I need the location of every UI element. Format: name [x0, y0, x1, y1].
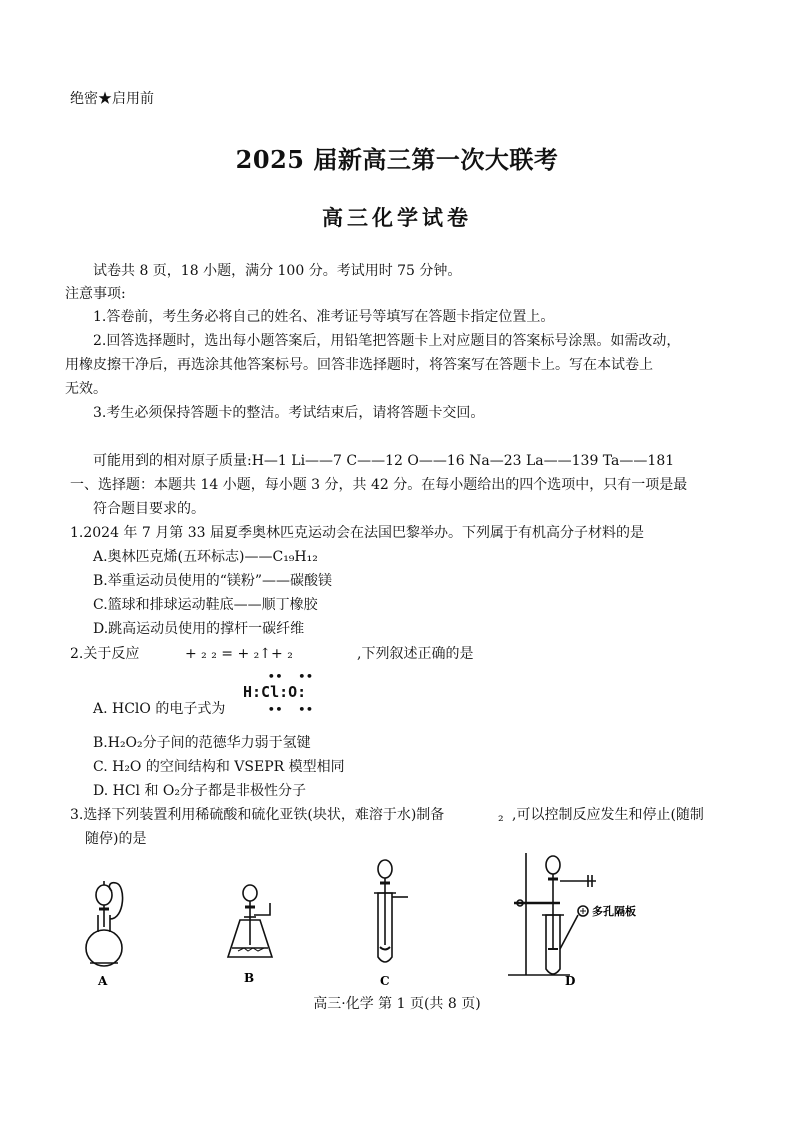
- question-2-option-b: B.H₂O₂分子间的范德华力弱于氢键: [93, 735, 311, 751]
- notice-item-1: 1.答卷前，考生务必将自己的姓名、准考证号等填写在答题卡指定位置上。: [93, 309, 555, 325]
- lone-pair-dots-bottom: •• ••: [268, 703, 314, 716]
- apparatus-label-d: D: [565, 974, 576, 988]
- section-1-heading: 一、选择题：本题共 14 小题，每小题 3 分，共 42 分。在每小题给出的四个选项中，只有一项是最: [70, 477, 688, 493]
- question-1-option-d: D.跳高运动员使用的撑杆一碳纤维: [93, 621, 305, 637]
- notice-heading: 注意事项:: [65, 286, 126, 302]
- apparatus-c: [374, 860, 408, 962]
- apparatus-label-c: C: [380, 974, 390, 988]
- question-1-option-b: B.举重运动员使用的“镁粉”——碳酸镁: [93, 573, 333, 589]
- question-3-stem-cont: 随停)的是: [85, 831, 147, 847]
- question-2-stem-suffix: ,下列叙述正确的是: [357, 646, 474, 662]
- apparatus-figure: [0, 845, 794, 995]
- question-2-option-a: A. HClO 的电子式为: [93, 701, 226, 717]
- page-footer: 高三·化学 第 1 页(共 8 页): [313, 996, 481, 1012]
- apparatus-a: [86, 881, 123, 966]
- notice-item-2-cont: 用橡皮擦干净后，再选涂其他答案标号。回答非选择题时，将答案写在答题卡上。写在本试卷上: [65, 357, 653, 373]
- question-2-option-d: D. HCl 和 O₂分子都是非极性分子: [93, 783, 307, 799]
- exam-summary: 试卷共 8 页，18 小题，满分 100 分。考试用时 75 分钟。: [93, 263, 462, 279]
- notice-item-2: 2.回答选择题时，选出每小题答案后，用铅笔把答题卡上对应题目的答案标号涂黑。如需改动，: [93, 333, 681, 349]
- question-3-stem-prefix: 3.选择下列装置利用稀硫酸和硫化亚铁(块状，难溶于水)制备: [70, 807, 445, 823]
- question-2-option-c: C. H₂O 的空间结构和 VSEPR 模型相同: [93, 759, 345, 775]
- question-1-option-a: A.奥林匹克烯(五环标志)——C₁₉H₁₂: [93, 549, 318, 565]
- question-1-stem: 1.2024 年 7 月第 33 届夏季奥林匹克运动会在法国巴黎举办。下列属于有机高分子材料的是: [70, 525, 644, 541]
- apparatus-label-a: A: [98, 974, 108, 988]
- notice-item-2-cont2: 无效。: [65, 381, 107, 397]
- porous-plate-label: 多孔隔板: [592, 905, 636, 918]
- exam-title: 2025 届新高三第一次大联考: [235, 145, 559, 174]
- electron-formula: H:Cl:O:: [243, 683, 307, 701]
- question-2-stem-prefix: 2.关于反应: [70, 646, 140, 662]
- apparatus-b: [228, 885, 272, 957]
- apparatus-d: [508, 853, 596, 975]
- subject-title: 高三化学试卷: [322, 205, 472, 230]
- lone-pair-dots-top: •• ••: [268, 670, 314, 683]
- notice-item-3: 3.考生必须保持答题卡的整洁。考试结束后，请将答题卡交回。: [93, 405, 485, 421]
- confidential-mark: 绝密★启用前: [70, 91, 154, 107]
- atomic-masses: 可能用到的相对原子质量:H—1 Li——7 C——12 O——16 Na—23 La——139 Ta——181: [93, 453, 675, 469]
- apparatus-label-b: B: [244, 971, 255, 985]
- question-2-equation: + ₂ ₂ = + ₂↑+ ₂: [185, 646, 293, 662]
- question-3-stem-suffix: ,可以控制反应发生和停止(随制: [512, 807, 704, 823]
- section-1-heading-cont: 符合题目要求的。: [93, 501, 205, 517]
- question-1-option-c: C.篮球和排球运动鞋底——顺丁橡胶: [93, 597, 318, 613]
- question-3-stem-sub: ₂: [498, 809, 504, 825]
